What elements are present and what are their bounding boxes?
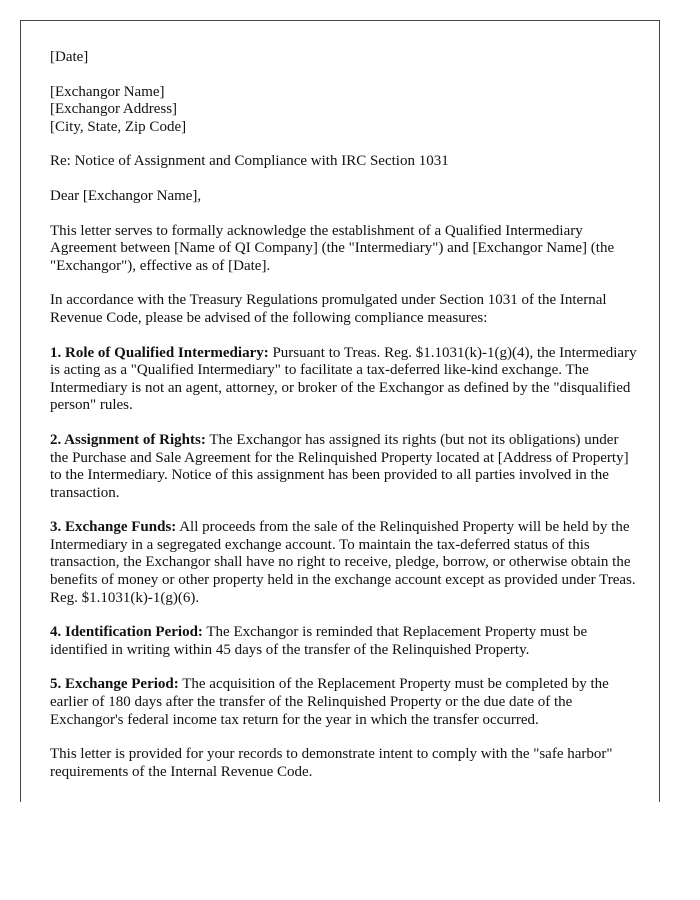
item-text: All proceeds from the sale of the Relinquished Property will be held by the Intermediary in a segregated exchange account. To maintain the tax-deferred status of this transaction, the Exchangor shall have no right to receive, pledge, borrow, or otherwise obtain the benefits of money or other property held in the exchange account except as provided under Treas. Reg. $1.1031(k)-1(g)(6).	[50, 519, 636, 606]
intro-paragraph: This letter serves to formally acknowledge the establishment of a Qualified Intermediary Agreement between [Name of QI Company] (the "Intermediary") and [Exchangor Name] (the "Exchangor"), effective as of [Date].	[50, 222, 615, 274]
letter-date: [Date]	[50, 49, 89, 65]
recipient-address: [Exchangor Address]	[50, 101, 178, 118]
compliance-item	[50, 432, 639, 502]
item-heading: 3. Exchange Funds:	[50, 519, 177, 536]
preface-paragraph: In accordance with the Treasury Regulations promulgated under Section 1031 of the Internal Revenue Code, please be advised of the following compliance measures:	[50, 292, 607, 326]
recipient-block	[50, 84, 639, 137]
item-text: The acquisition of the Replacement Property must be completed by the earlier of 180 days after the transfer of the Relinquished Property or the due date of the Exchangor's federal income tax return for the year in which the transfer occurred.	[50, 676, 609, 728]
recipient-name: [Exchangor Name]	[50, 83, 165, 100]
recipient-city-state-zip: [City, State, Zip Code]	[50, 118, 187, 135]
salutation: Dear [Exchangor Name],	[50, 187, 202, 204]
compliance-item	[50, 676, 639, 729]
compliance-item	[50, 519, 639, 607]
item-text: The Exchangor has assigned its rights (but not its obligations) under the Purchase and Sale Agreement for the Relinquished Property located at [Address of Property] to the Intermediary. Notice of this assignment has been provided to all parties involved in the transaction.	[50, 431, 629, 501]
item-text: Pursuant to Treas. Reg. $1.1031(k)-1(g)(4), the Intermediary is acting as a "Qualified Intermediary" to facilitate a tax-deferred like-kind exchange. The Intermediary is not an agent, attorney, or broker of the Exchangor as defined by the "disqualified person" rules.	[50, 344, 637, 414]
letter-page	[20, 20, 660, 802]
subject-line: Re: Notice of Assignment and Compliance with IRC Section 1031	[50, 153, 449, 170]
compliance-item	[50, 345, 639, 415]
compliance-item	[50, 624, 639, 659]
item-heading: 5. Exchange Period:	[50, 676, 179, 693]
item-text: The Exchangor is reminded that Replacement Property must be identified in writing within 45 days of the transfer of the Relinquished Property.	[50, 624, 588, 658]
item-heading: 4. Identification Period:	[50, 624, 203, 641]
item-heading: 2. Assignment of Rights:	[50, 431, 206, 448]
closing-paragraph: This letter is provided for your records to demonstrate intent to comply with the "safe harbor" requirements of the Internal Revenue Code.	[50, 746, 613, 780]
item-heading: 1. Role of Qualified Intermediary:	[50, 344, 269, 361]
